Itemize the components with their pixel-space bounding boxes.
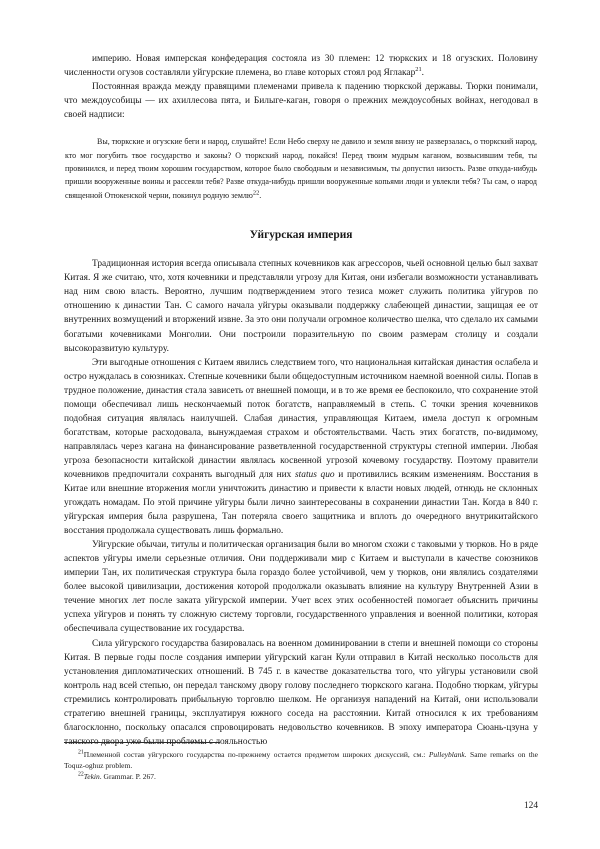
blockquote-inscription xyxy=(64,135,538,202)
footnote-22-number: 22 xyxy=(78,771,84,778)
footnote-21-author: Pulleyblank xyxy=(428,750,465,759)
heading-spacer-bottom xyxy=(64,242,538,257)
paragraph-1: Традиционная история всегда описывала степных кочевников как агрессоров, чьей основной целью был захват Китая. Я же считаю, что, хотя кочевники и представляли угрозу для Китая, они избегали возможности устанавливать над ним свою власть. Вероятно, лучшим подтверждением этого тезиса может служить политика уйгуров по отношению к династии Тан. С самого начала уйгуры оказывали поддержку слабеющей династии, защищая ее от внутренних возмущений и вторжений извне. За это они получали огромное количество шелка, что сделало их самыми богатыми кочевниками Монголии. Они построили поразительную по своим размерам столицу и создали высокоразвитую культуру. xyxy=(64,259,538,354)
paragraph-continued-text: империю. Новая имперская конфедерация состояла из 30 племен: 12 тюркских и 18 огузских. Половину численности огузов составляли уйгурские племена, во главе которых стоял род Яглакар xyxy=(64,54,538,79)
blockquote-tail: . xyxy=(259,190,262,200)
page-number: 124 xyxy=(523,801,538,811)
footnote-22-author: Tekin xyxy=(83,772,100,782)
footnote-21-text-b: . Same remarks on the Toquz-oghuz problem. xyxy=(64,750,538,771)
paragraph-continued-tail: . xyxy=(421,68,425,79)
footnote-22-text-b: . Grammar. P. 267. xyxy=(99,772,156,782)
footnote-21-number: 21 xyxy=(78,749,84,756)
page-title: Уйгурская империя xyxy=(249,229,353,242)
footnote-21 xyxy=(64,749,538,771)
heading-spacer-top xyxy=(64,202,538,228)
footnotes-section xyxy=(64,742,538,783)
blockquote-text: Вы, тюркские и огузские беги и народ, слушайте! Если Небо сверху не давило и земля внизу не разверзалась, о тюркский народ, кто мог погубить твое государство и законы? О тюркский народ, покайся! Перед твоим мудрым каганом, возвысившим тебя, ты провинился, и перед твоим хорошим государством, которое было свободным и независимым, ты допустил низость. Разве откуда-нибудь пришли вооруженные воины и рассеяли тебя? Разве откуда-нибудь пришли вооруженные копьями люди и увлекли тебя? Ты сам, о народ священной Отюкенской черни, покинул родную землю xyxy=(65,137,537,200)
paragraph-3: Уйгурские обычаи, титулы и политическая организация были во многом схожи с таковыми у тюрков. Но в ряде аспектов уйгуры имели серьезные отличия. Они поддерживали мир с Китаем и выступали в качестве союзников империи Тан, их политическая структура была гораздо более устойчивой, чем у тюрков, они являлись создателями более высокой цивилизации, достижения которой продолжали оказывать влияние на культуру Внутренней Азии в течение многих лет после заката уйгурской империи. Учет всех этих особенностей помогает объяснить причины успеха уйгуров и понять ту сложную систему торговли, государственного управления и военной политики, которая обеспечивала существование их государства. xyxy=(64,540,538,635)
footnote-separator xyxy=(64,742,220,743)
paragraph-2-part-b: и противились всяким изменениям. Восстания в Китае или внешние вторжения могли уничтожить династию и привести к власти новых людей, отнюдь не склонных угождать номадам. По этой причине уйгуры были лично заинтересованы в сохранении династии Тан. Когда в 840 г. уйгурская империя была разрушена, Тан потеряла своего защитника и вплоть до очередного внутрикитайского восстания продолжала существовать лишь формально. xyxy=(64,469,538,537)
latin-term-status-quo: status quo xyxy=(295,469,335,480)
paragraph-feud: Постоянная вражда между правящими племенами привела к падению тюркской державы. Тюрки понимали, что междоусобицы — их ахиллесова пята, и Билыге-каган, говоря о прежних междоусобных войнах, негодовал в своей надписи: xyxy=(64,82,538,121)
footnote-21-text-a: Племенной состав уйгурского государства по-прежнему остается предметом широких дискуссий, см.: xyxy=(83,750,429,759)
paragraph-continued xyxy=(64,52,538,80)
footnote-ref-21[interactable]: 21 xyxy=(415,65,422,73)
footnote-22 xyxy=(64,771,538,782)
quote-spacer-top xyxy=(64,122,538,135)
paragraph-2-part-a: Эти выгодные отношения с Китаем явились следствием того, что национальная китайская династия ослабела и остро нуждалась в союзниках. Степные кочевники были общедоступным источником наемной военной силы. Попав в трудное положение, династия стала зависеть от внешней помощи, и в то же время ее беспокоило, что сохранение этой помощи обеспечивал лишь нескончаемый поток богатств, направляемый в степь. С точки зрения кочевников подобная ситуация являлась наилучшей. Слабая династия, управляющая Китаем, имела доступ к огромным богатствам, которые расходовала, вынуждаемая страхом и обстоятельствами. Часть этих богатств, по-видимому, направлялась через кагана на финансирование разветвленной государственной структуры степной империи. Любая угроза безопасности китайской династии являлась косвенной угрозой кочевому государству. Поэтому правители кочевников предпочитали сохранять выгодный для них xyxy=(64,357,538,480)
paragraph-4: Сила уйгурского государства базировалась на военном доминировании в степи и внешней помощи со стороны Китая. В первые годы после создания империи уйгурский каган Кули отправил в Китай несколько посольств для установления дипломатических отношений. В 745 г. в качестве доказательства того, что уйгуры установили свой контроль над всей степью, он передал танскому двору голову последнего тюркского кагана. Подобно тюркам, уйгуры стремились контролировать прибыльную торговлю шелком. Не организуя нападений на Китай, они использовали стратегию внешней границы, эксплуатируя южного соседа на расстоянии. Китай относился к их требованиям благосклонно, поскольку опасался спровоцировать недовольство кочевников. В эпоху императора Сюань-цзуна у танского двора уже были проблемы с лояльностью xyxy=(64,638,538,747)
footnote-ref-22[interactable]: 22 xyxy=(252,189,260,197)
paragraph-2 xyxy=(64,356,538,539)
